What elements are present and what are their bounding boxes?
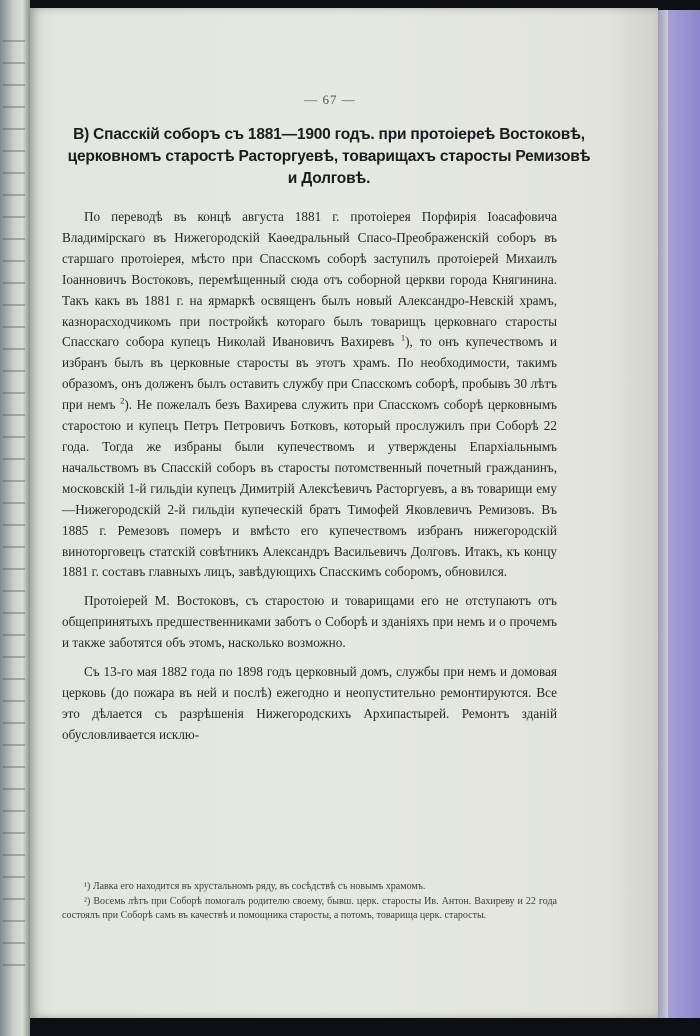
footnote-2: ²) Восемь лѣтъ при Соборѣ помогалъ родителю своему, бывш. церк. старосты Ив. Антон. Вахиреву и 22 года состоялъ при Соборѣ самъ въ качествѣ и помощника старосты, а потомъ, товарища церк. старосты. xyxy=(62,895,557,922)
paragraph-3: Съ 13-го мая 1882 года по 1898 годъ церковный домъ, службы при немъ и домовая церковь (до пожара въ ней и послѣ) ежегодно и неопустительно ремонтируются. Все это дѣлается съ разрѣшенія Нижегородскихъ Архипастырей. Ремонтъ зданій обусловливается исклю- xyxy=(62,664,557,742)
previous-page-text-lines xyxy=(3,40,25,980)
paragraph-1-continuation: то онъ купечествомъ и избранъ былъ въ церковные старосты въ этотъ храмъ. По необходимости, такимъ образомъ, онъ долженъ былъ оставить службу при Спасскомъ соборѣ, пробывъ 30 лѣтъ при немъ xyxy=(62,334,557,413)
footnote-mark-2: 2 xyxy=(120,395,125,406)
footnote-mark-1: 1 xyxy=(400,333,406,344)
page-edge-blue xyxy=(658,10,668,1018)
body-text xyxy=(62,207,557,746)
paragraph-1: По переводѣ въ концѣ августа 1881 г. протоіерея Порфирія Іоасафовича Владимірскаго въ Нижегородскій Каѳедральный Спасо-Преображенскій соборъ въ старшаго протоіерея, мѣсто при Спасскомъ соборѣ заступилъ протоіерей Михаилъ Іоанновичъ Востоковъ, перемѣщенный сюда отъ соборной церкви города Княгинина. Такъ какъ въ 1881 г. на ярмаркѣ освященъ былъ новый Александро-Невскій храмъ, казнорасходчикомъ при постройкѣ котораго былъ товарищъ церковнаго старосты Спасскаго собора купецъ Николай Ивановичъ Вахиревъ $^1$), то онъ купечествомъ и избранъ былъ въ церковные старосты въ этотъ храмъ. По необходимости, такимъ образомъ, онъ долженъ былъ оставить службу при Спасскомъ соборѣ, пробывъ 30 лѣтъ при немъ $^2$). Не пожелалъ безъ Вахирева служить при Спасскомъ соборѣ церковнымъ старостою и купецъ Петръ Петровичъ Ботковъ, который прослужилъ при Соборѣ 22 года. Тогда же избраны были купечествомъ и утверждены Епархіальнымъ начальствомъ въ Спасскій соборъ въ старосты потомственный почетный гражданинъ, московскій 1-й гильдіи купецъ Димитрій Алексѣевичъ Расторгуевъ, а въ товарищи ему—Нижегородскій 2-й гильдіи купеческій братъ Тимофей Яковлевичъ Ремизовъ. Въ 1885 г. Ремезовъ померъ и вмѣсто его купечествомъ избранъ нижегородскій виноторговецъ статскій совѣтникъ Александръ Васильевичъ Долговъ. Итакъ, къ концу 1881 г. составъ главныхъ лицъ, завѣдующихъ Спасскимъ соборомъ, обновился. xyxy=(62,209,557,580)
paragraph-2: Протоіерей М. Востоковъ, съ старостою и товарищами его не отступаютъ отъ общепринятыхъ предшественниками заботъ о Соборѣ и зданіяхъ при немъ и о прочемъ и также заботятся объ этомъ, насколько возможно. xyxy=(62,593,557,651)
footnotes xyxy=(62,880,557,924)
paragraph-1-tail: Не пожелалъ безъ Вахирева служить при Спасскомъ соборѣ церковнымъ старостою и купецъ Петръ Петровичъ Ботковъ, который прослужилъ при Соборѣ 22 года. Тогда же избраны были купечествомъ и утверждены Епархіальнымъ начальствомъ въ Спасскій соборъ въ старосты потомственный почетный гражданинъ, московскій 1-й гильдіи купецъ Димитрій Алексѣевичъ Расторгуевъ, а въ товарищи ему—Нижегородскій 2-й гильдіи купеческій братъ Тимофей Яковлевичъ Ремизовъ. Въ 1885 г. Ремезовъ померъ и вмѣсто его купечествомъ избранъ нижегородскій виноторговецъ статскій совѣтникъ Александръ Васильевичъ Долговъ. Итакъ, къ концу 1881 г. составъ главныхъ лицъ, завѣдующихъ Спасскимъ соборомъ, обновился. xyxy=(62,397,557,580)
page-edge-purple xyxy=(668,10,700,1018)
section-heading: В) Спасскій соборъ съ 1881—1900 годъ. при протоіереѣ Востоковѣ, церковномъ старостѣ Расторгуевѣ, товарищахъ старосты Ремизовѣ и Долговѣ. xyxy=(67,126,591,187)
previous-page-edge xyxy=(0,0,30,1036)
footnote-1: ¹) Лавка его находится въ хрустальномъ ряду, въ сосѣдствѣ съ новымъ храмомъ. xyxy=(84,881,426,892)
page-number: — 67 — xyxy=(304,92,356,107)
paragraph-1-text: По переводѣ въ концѣ августа 1881 г. протоіерея Порфирія Іоасафовича Владимірскаго въ Нижегородскій Каѳедральный Спасо-Преображенскій соборъ въ старшаго протоіерея, мѣсто при Спасскомъ соборѣ заступилъ протоіерей Михаилъ Іоанновичъ Востоковъ, перемѣщенный сюда отъ соборной церкви города Княгинина. Такъ какъ въ 1881 г. на ярмаркѣ освященъ былъ новый Александро-Невскій храмъ, казнорасходчикомъ при постройкѣ котораго былъ товарищъ церковнаго старосты Спасскаго собора купецъ Николай Ивановичъ Вахиревъ xyxy=(62,209,557,350)
